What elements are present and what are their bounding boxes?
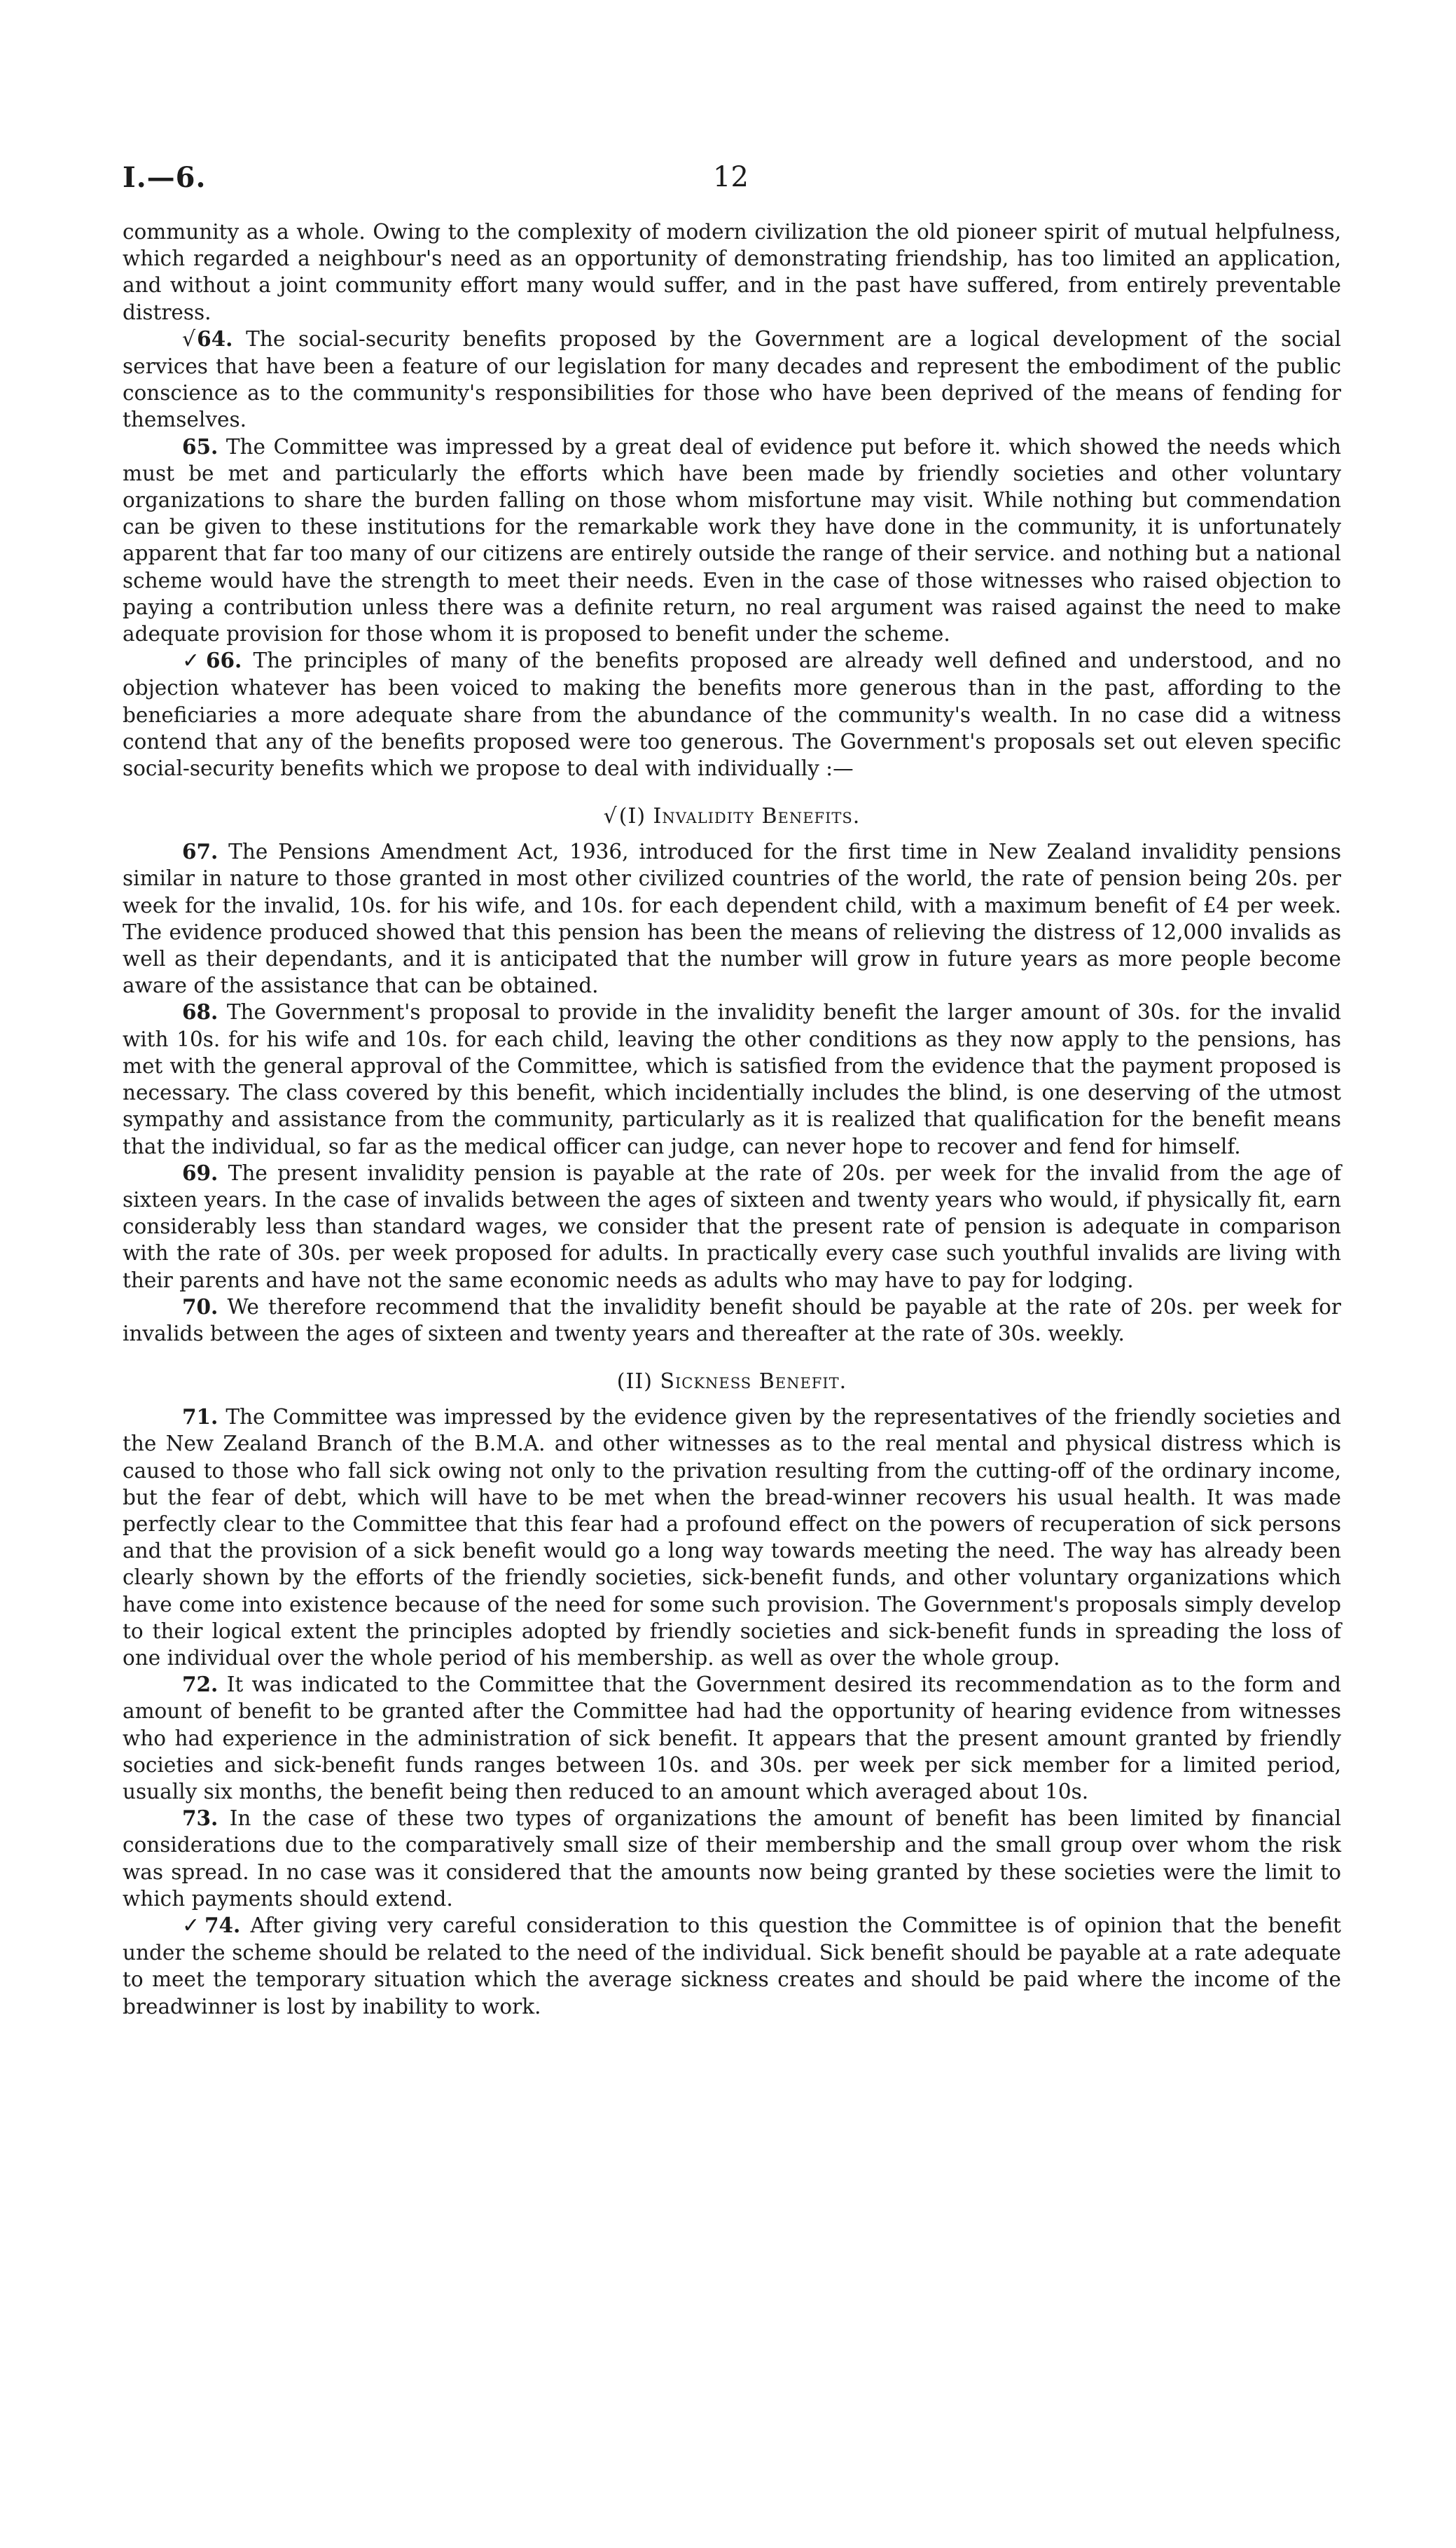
paragraph-text: After giving very careful consideration to this question the Committee is of opinion that the benefit under the scheme should be related to the need of the individual. Sick benefit should be payable at a rate adequate to meet the temporary situation which the average sickness creates and should be paid where the income of the breadwinner is lost by inability to work. [123,1913,1341,2019]
paragraph-text: The Committee was impressed by the evidence given by the representatives of the friendly societies and the New Zealand Branch of the B.M.A. and other witnesses as to the real mental and physical distress which is caused to those who fall sick owing not only to the privation resulting from the cutting-off of the ordinary income, but the fear of debt, which will have to be met when the bread-winner recovers his usual health. It was made perfectly clear to the Committee that this fear had a profound effect on the powers of recuperation of sick persons and that the provision of a sick benefit would go a long way towards meeting the need. The way has already been clearly shown by the efforts of the friendly societies, sick-benefit funds, and other voluntary organizations which have come into existence because of the need for some such provision. The Government's proposals simply develop to their logical extent the principles adopted by friendly societies and sick-benefit funds in spreading the loss of one individual over the whole period of his membership. as well as over the whole group. [123,1405,1341,1670]
paragraph-number: 70. [182,1294,219,1319]
paragraph-69 [123,1160,1341,1294]
paragraph-text: We therefore recommend that the invalidity benefit should be payable at the rate of 20s. per week for invalids between the ages of sixteen and twenty years and thereafter at the rate of 30s. weekly. [123,1294,1341,1345]
paragraph-text: The social-security benefits proposed by the Government are a logical development of the social services that have been a feature of our legislation for many decades and represent the embodiment of the public conscience as to the community's responsibilities for those who have been deprived of the means of fending for themselves. [123,326,1341,432]
section-heading-sickness [123,1369,1341,1394]
paragraph-text: community as a whole. Owing to the complexity of modern civilization the old pioneer spirit of mutual helpfulness, which regarded a neighbour's need as an opportunity of demonstrating friendship, has too limited an application, and without a joint community effort many would suffer, and in the past have suffered, from entirely preventable distress. [123,220,1341,324]
page-header [123,161,1341,210]
paragraph-number: 72. [182,1672,219,1697]
paragraph-text: In the case of these two types of organizations the amount of benefit has been limited by financial considerations due to the comparatively small size of their membership and the small group over whom the risk was spread. In no case was it considered that the amounts now being granted by these societies were the limit to which payments should extend. [123,1806,1341,1911]
paragraph-number: 67. [182,839,219,864]
paragraph-number: 73. [182,1806,219,1831]
paragraph-text: The Committee was impressed by a great deal of evidence put before it. which showed the needs which must be met and particularly the efforts which have been made by friendly societies and other voluntary organizations to share the burden falling on those whom misfortune may visit. While nothing but commendation can be given to these institutions for the remarkable work they have done in the community, it is unfortunately apparent that far too many of our citizens are entirely outside the range of their service. and nothing but a national scheme would have the strength to meet their needs. Even in the case of those witnesses who raised objection to paying a contribution unless there was a definite return, no real argument was raised against the need to make adequate provision for those whom it is proposed to benefit under the scheme. [123,434,1341,646]
check-mark-icon: √ [603,804,618,829]
paragraph-66 [123,647,1341,782]
page-number: 12 [713,161,749,193]
check-mark-icon: √ [182,326,196,352]
section-heading-invalidity [123,804,1341,829]
document-page [123,161,1341,2020]
paragraph-number: 69. [182,1160,219,1185]
paragraph-64 [123,326,1341,434]
check-mark-icon: ✓ [182,1913,203,1938]
paragraph-text: The Pensions Amendment Act, 1936, introduced for the first time in New Zealand invalidity pensions similar in nature to those granted in most other civilized countries of the world, the rate of pension being 20s. per week for the invalid, 10s. for his wife, and 10s. for each dependent child, with a maximum benefit of £4 per week. The evidence produced showed that this pension has been the means of relieving the distress of 12,000 invalids as well as their dependants, and it is anticipated that the number will grow in future years as more people become aware of the assistance that can be obtained. [123,840,1341,998]
paragraph-67 [123,838,1341,999]
paragraph-74 [123,1912,1341,2020]
paragraph-68 [123,999,1341,1159]
paragraph-number: 65. [182,434,219,459]
paragraph-text: It was indicated to the Committee that the Government desired its recommendation as to the form and amount of benefit to be granted after the Committee had had the opportunity of hearing evidence from witnesses who had experience in the administration of sick benefit. It appears that the present amount granted by friendly societies and sick-benefit funds ranges between 10s. and 30s. per week per sick member for a limited period, usually six months, the benefit being then reduced to an amount which averaged about 10s. [123,1673,1341,1803]
paragraph-text: The present invalidity pension is payable at the rate of 20s. per week for the invalid from the age of sixteen years. In the case of invalids between the ages of sixteen and twenty years who would, if physically fit, earn considerably less than standard wages, we consider that the present rate of pension is adequate in comparison with the rate of 30s. per week proposed for adults. In practically every case such youthful invalids are living with their parents and have not the same economic needs as adults who may have to pay for lodging. [123,1161,1341,1292]
paragraph-number: 64. [197,326,233,351]
paragraph-text: The principles of many of the benefits proposed are already well defined and understood, and no objection whatever has been voiced to making the benefits more generous than in the past, affording to the beneficiaries a more adequate share from the abundance of the community's wealth. In no case did a witness contend that any of the benefits proposed were too generous. The Government's proposals set out eleven specific social-security benefits which we propose to deal with individually :— [123,649,1341,781]
section-title: (II) Sickness Benefit. [616,1369,847,1394]
check-mark-icon: ✓ [182,649,204,674]
paragraph-65 [123,434,1341,648]
paragraph-number: 71. [182,1404,219,1429]
paragraph-number: 74. [204,1912,241,1937]
document-reference: I.—6. [123,161,207,194]
paragraph-72 [123,1671,1341,1805]
paragraph-continued [123,219,1341,326]
paragraph-number: 66. [205,648,242,673]
paragraph-text: The Government's proposal to provide in the invalidity benefit the larger amount of 30s. for the invalid with 10s. for his wife and 10s. for each child, leaving the other conditions as they now apply to the pensions, has met with the general approval of the Committee, which is satisfied from the evidence that the payment proposed is necessary. The class covered by this benefit, which incidentially includes the blind, is one deserving of the utmost sympathy and assistance from the community, particularly as it is realized that qualification for the benefit means that the individual, so far as the medical officer can judge, can never hope to recover and fend for himself. [123,1000,1341,1158]
paragraph-70 [123,1294,1341,1347]
paragraph-73 [123,1805,1341,1912]
paragraph-number: 68. [182,999,219,1025]
section-title: (I) Invalidity Benefits. [618,804,861,829]
paragraph-71 [123,1404,1341,1671]
